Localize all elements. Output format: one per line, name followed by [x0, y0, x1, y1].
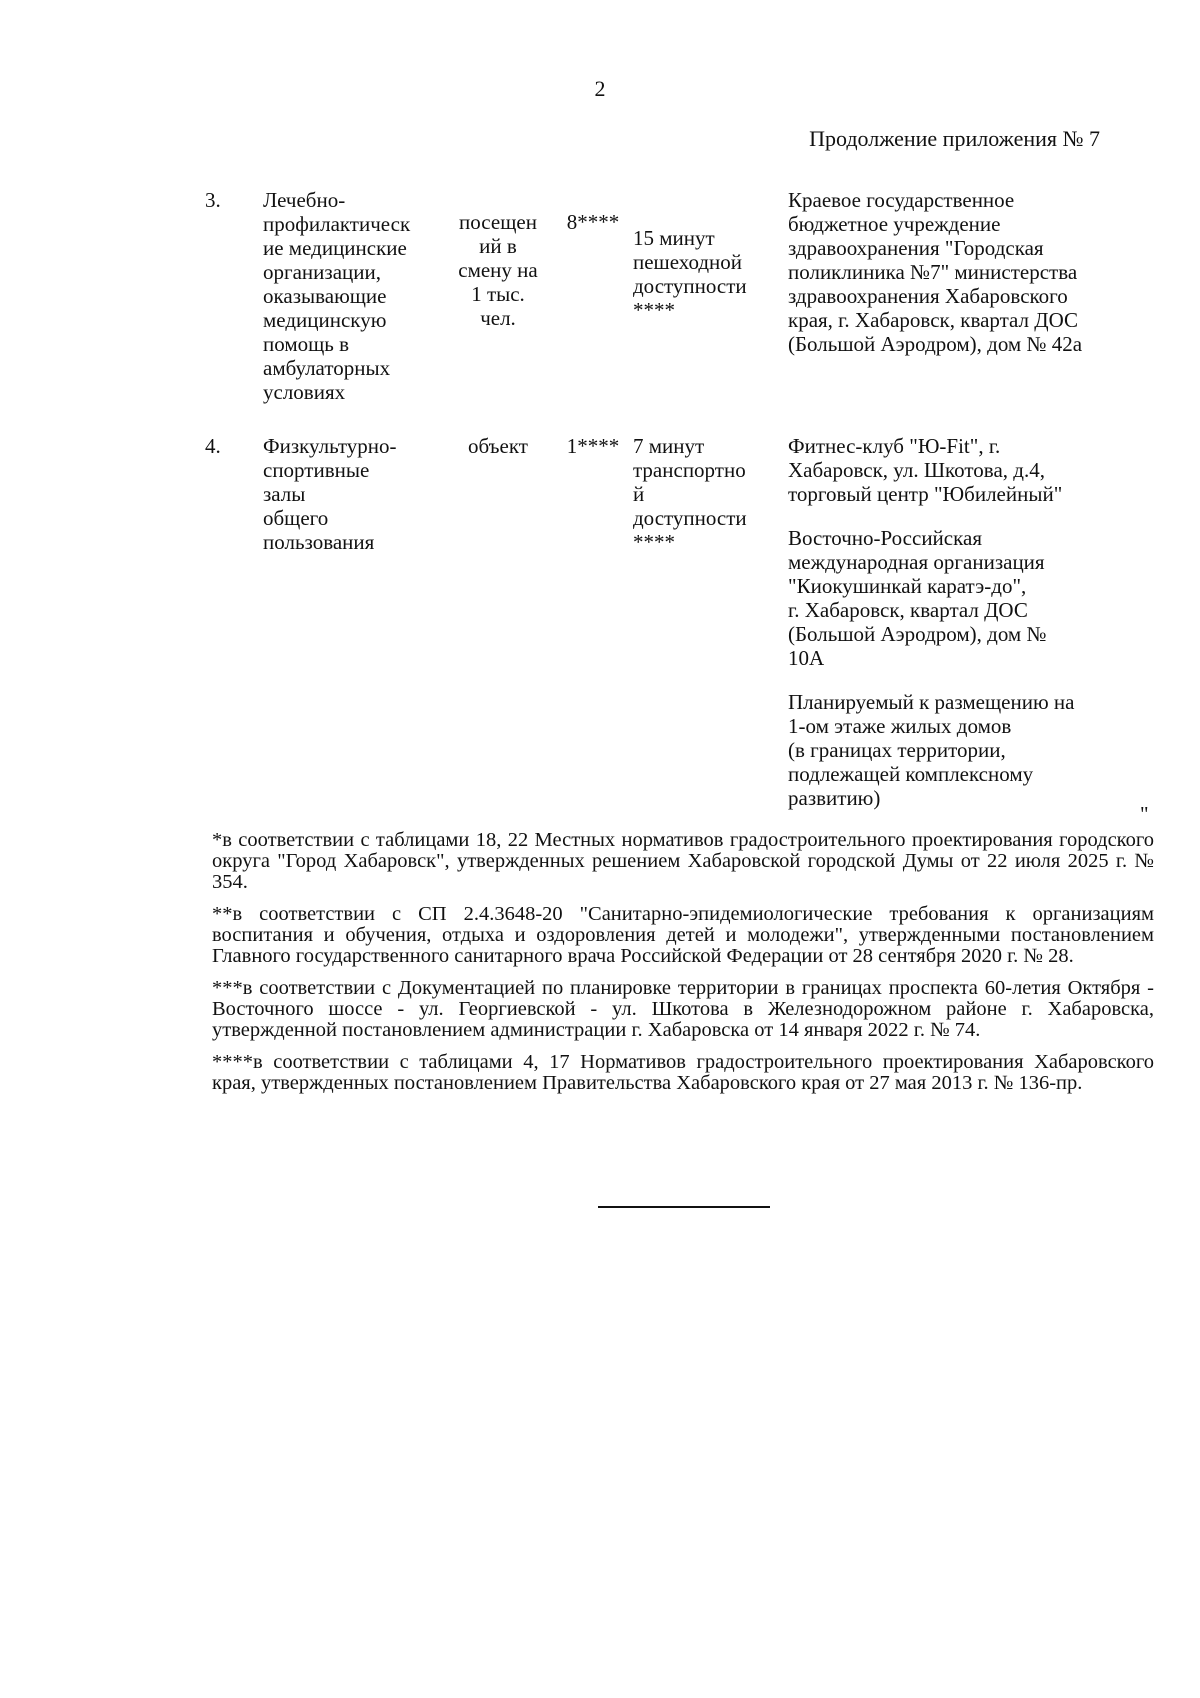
unit-of-measure: объект — [468, 434, 528, 458]
norm-value: 8**** — [566, 210, 620, 234]
facility-type: Лечебно- профилактическ ие медицинские организации, оказывающие медицинскую помощь в амбулаторных условиях — [263, 188, 411, 404]
object-item: Краевое государственное бюджетное учреждение здравоохранения "Городская поликлиника №7" министерства здравоохранения Хабаровского края, г. Хабаровск, квартал ДОС (Большой Аэродром), дом № 42а — [788, 188, 1083, 356]
row-number: 4. — [205, 434, 221, 458]
table-row — [205, 434, 1165, 810]
page-number: 2 — [594, 76, 606, 101]
table-row — [205, 188, 1165, 404]
object-item: Восточно-Российская международная организация "Киокушинкай каратэ-до", г. Хабаровск, квартал ДОС (Большой Аэродром), дом № 10А — [788, 526, 1047, 670]
footnotes — [212, 830, 1154, 1094]
norm-value: 1**** — [566, 434, 620, 458]
end-divider — [598, 1206, 770, 1208]
object-item: Фитнес-клуб "Ю-Fit", г. Хабаровск, ул. Шкотова, д.4, торговый центр "Юбилейный" — [788, 434, 1063, 506]
objects-list — [788, 188, 1128, 356]
footnote: **в соответствии с СП 2.4.3648-20 "Санитарно-эпидемиологические требования к организациям воспитания и обучения, отдыха и оздоровления детей и молодежи", утвержденными постановлением Главного государственного санитарного врача Российской Федерации от 28 сентября 2020 г. № 28. — [212, 903, 1154, 967]
closing-quote: " — [1140, 802, 1149, 826]
facility-type: Физкультурно- спортивные залы общего пользования — [263, 434, 397, 554]
footnote: ***в соответствии с Документацией по планировке территории в границах проспекта 60-летия Октября - Восточного шоссе - ул. Георгиевской - ул. Шкотова в Железнодорожном районе г. Хабаровска, утвержденной постановлением администрации г. Хабаровска от 14 января 2022 г. № 74. — [212, 977, 1154, 1041]
footnote: *в соответствии с таблицами 18, 22 Местных нормативов градостроительного проектирования городского округа "Город Хабаровск", утвержденных решением Хабаровской городской Думы от 22 июля 2025 г. № 354. — [212, 829, 1154, 893]
continuation-label: Продолжение приложения № 7 — [809, 126, 1100, 151]
footnote: ****в соответствии с таблицами 4, 17 Нормативов градостроительного проектирования Хабаровского края, утвержденных постановлением Правительства Хабаровского края от 27 мая 2013 г. № 136-пр. — [212, 1051, 1154, 1094]
accessibility: 15 минут пешеходной доступности **** — [633, 226, 747, 322]
accessibility: 7 минут транспортно й доступности **** — [633, 434, 747, 554]
object-item: Планируемый к размещению на 1-ом этаже жилых домов (в границах территории, подлежащей комплексному развитию) — [788, 690, 1075, 810]
objects-list — [788, 434, 1128, 810]
row-number: 3. — [205, 188, 221, 212]
facilities-table — [205, 188, 1165, 810]
unit-of-measure: посещен ий в смену на 1 тыс. чел. — [458, 210, 538, 330]
